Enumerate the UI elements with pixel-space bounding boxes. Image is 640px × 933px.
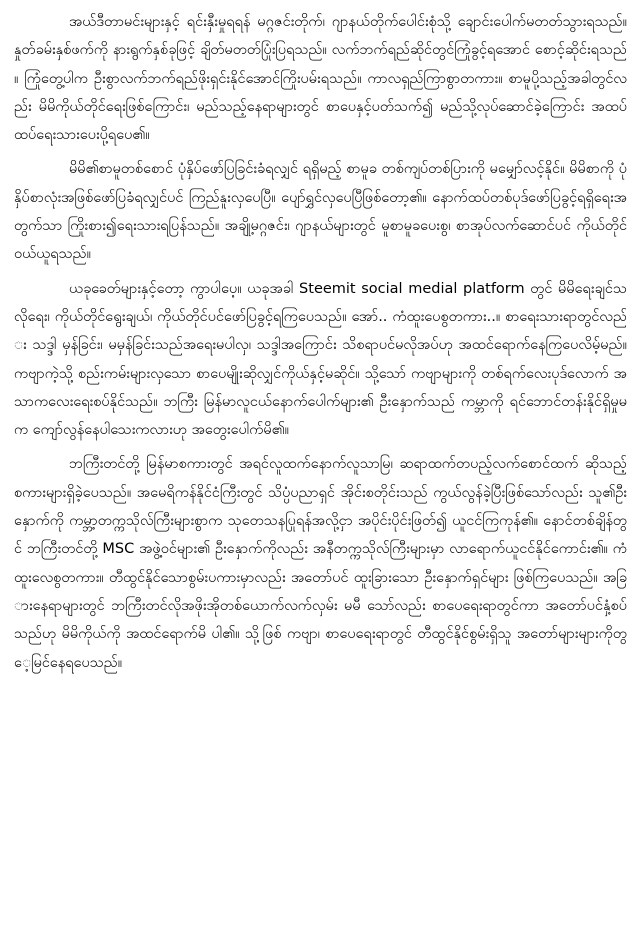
paragraph-1: အယ်ဒီတာမင်းများနှင့် ရင်းနှီးမှုရရန် မဂ္ဂဇင်းတိုက်၊ ဂျာနယ်တိုက်ပေါင်းစုံသို့ ချောင်းပေါက်မတတ်သွားရသည်။ နှုတ်ခမ်းနှစ်ဖက်ကို နားရွက်နှစ်ခုဖြင့် ချိတ်မတတ်ပြုံးပြရသည်။ လက်ဘက်ရည်ဆိုင်တွင်ကြုံခွင့်ရအောင် စောင့်ဆိုင်းရသည်။ ကြုံတွေ့ပါက ဦးစွာလက်ဘက်ရည်ဖိုးရှင်းနိုင်အောင်ကြိုးပမ်းရသည်။ ကာလရှည်ကြာစွာတကား။ စာမူပို့သည့်အခါတွင်လည်း မိမိကိုယ်တိုင်ရေးဖြစ်ကြောင်း၊ မည်သည့်နေရာများတွင် စာပေနှင့်ပတ်သက်၍ မည်သို့လုပ်ဆောင်ခဲ့ကြောင်း အထပ်ထပ်ရေးသားပေးပို့ရပေ၏။ <box>14 14 627 144</box>
article-body <box>14 8 627 677</box>
paragraph-3: ယခုခေတ်များနှင့်တော့ ကွာပါပေ့။ ယခုအခါ Steemit social medial platform တွင် မိမိရေးချင်သလိုရေး၊ ကိုယ်တိုင်ရွေးချယ်၊ ကိုယ်တိုင်ပင်ဖော်ပြခွင့်ရကြပေသည်။ အော်.. ကံထူးပေစွတကား..။ စာရေးသားရာတွင်လည်း သဒ္ဒါ မှန်ခြင်း၊ မမှန်ခြင်းသည်အရေးမပါလှ၊ သဒ္ဒါအကြောင်း သိစရာပင်မလိုအပ်ဟု အထင်ရောက်နေကြပေလိမ့်မည်။ ကဗျာကဲ့သို့ စည်းကမ်းများလှသော စာပေမျိုးဆိုလျှင်ကိုယ်နှင့်မဆိုင်။ သို့သော် ကဗျာများကို တစ်ရက်လေးပုဒ်လောက် အသာကလေးရေးစပ်နိုင်သည်။ ဘကြီး မြန်မာလူငယ်နောက်ပေါက်များ၏ ဦးနှောက်သည် ကမ္ဘာကို ရင်ဘောင်တန်းနိုင်ရှိမှုမက ကျော်လွန်နေပါသေးကလားဟု အတွေးပေါက်မိ၏။ <box>14 280 627 439</box>
paragraph-4: ဘကြီးတင်တို့ မြန်မာစကားတွင် အရင်လူထက်နောက်လူသာမြ၊ ဆရာထက်တပည့်လက်စောင်ထက် ဆိုသည့်စကားများရှိခဲ့ပေသည်။ အမေရိကန်နိုင်ငံကြီးတွင် သိပ္ပံပညာရှင် အိုင်းစတိုင်းသည် ကွယ်လွန်ခဲ့ပြီးဖြစ်သော်လည်း သူ၏ဦးနှောက်ကို ကမ္ဘာ့တက္ကသိုလ်ကြီးများစွာက သုတေသနပြုရန်အလို့ငှာ အပိုင်းပိုင်းဖြတ်၍ ယူငင်ကြကုန်၏။ နောင်တစ်ချိန်တွင် ဘကြီးတင်တို့ MSC အဖွဲ့ဝင်များ၏ ဦးနှောက်ကိုလည်း အနီတက္ကသိုလ်ကြီးများမှာ လာရောက်ယူငင်နိုင်ကောင်း၏။ ကံထူးလေစွတကား။ တီထွင်နိုင်သောစွမ်းပကားမှာလည်း အတော်ပင် ထူးခြားသော ဦးနှောက်ရှင်များ ဖြစ်ကြပေသည်။ အခြားနေရာများတွင် ဘကြီးတင်လိုအဖိုးအိုတစ်ယောက်လက်လှမ်း မမီ သော်လည်း စာပေရေးရာတွင်ကာ အတော်ပင်နှံ့စပ်သည်ဟု မိမိကိုယ်ကို အထင်ရောက်မိ ပါ၏။ သို့ဖြစ် ကဗျာ၊ စာပေရေးရာတွင် တီထွင်နိုင်စွမ်းရှိသူ အတော်များများကိုတွေ့မြင်နေရပေသည်။ <box>14 456 627 671</box>
paragraph-2: မိမိ၏စာမူတစ်စောင် ပုံနှိပ်ဖော်ပြခြင်းခံရလျှင် ရရှိမည့် စာမူခ တစ်ကျပ်တစ်ပြားကို မမျှော်လင့်နိုင်။ မိမိစာကို ပုံနှိပ်စာလုံးအဖြစ်ဖော်ပြခံရလျှင်ပင် ကြည်နူးလှပေပြီ။ ပျော်ရွှင်လှပေပြီဖြစ်တော့၏။ နောက်ထပ်တစ်ပုဒ်ဖော်ပြခွင့်ရရှိရေးအတွက်သာ ကြိုးစား၍ရေးသားရပြန်သည်။ အချို့မဂ္ဂဇင်း၊ ဂျာနယ်များတွင် မူစာမူခပေးစွ၊ စာအုပ်လက်ဆောင်ပင် ကိုယ်တိုင်ဝယ်ယူရသည်။ <box>14 161 627 263</box>
